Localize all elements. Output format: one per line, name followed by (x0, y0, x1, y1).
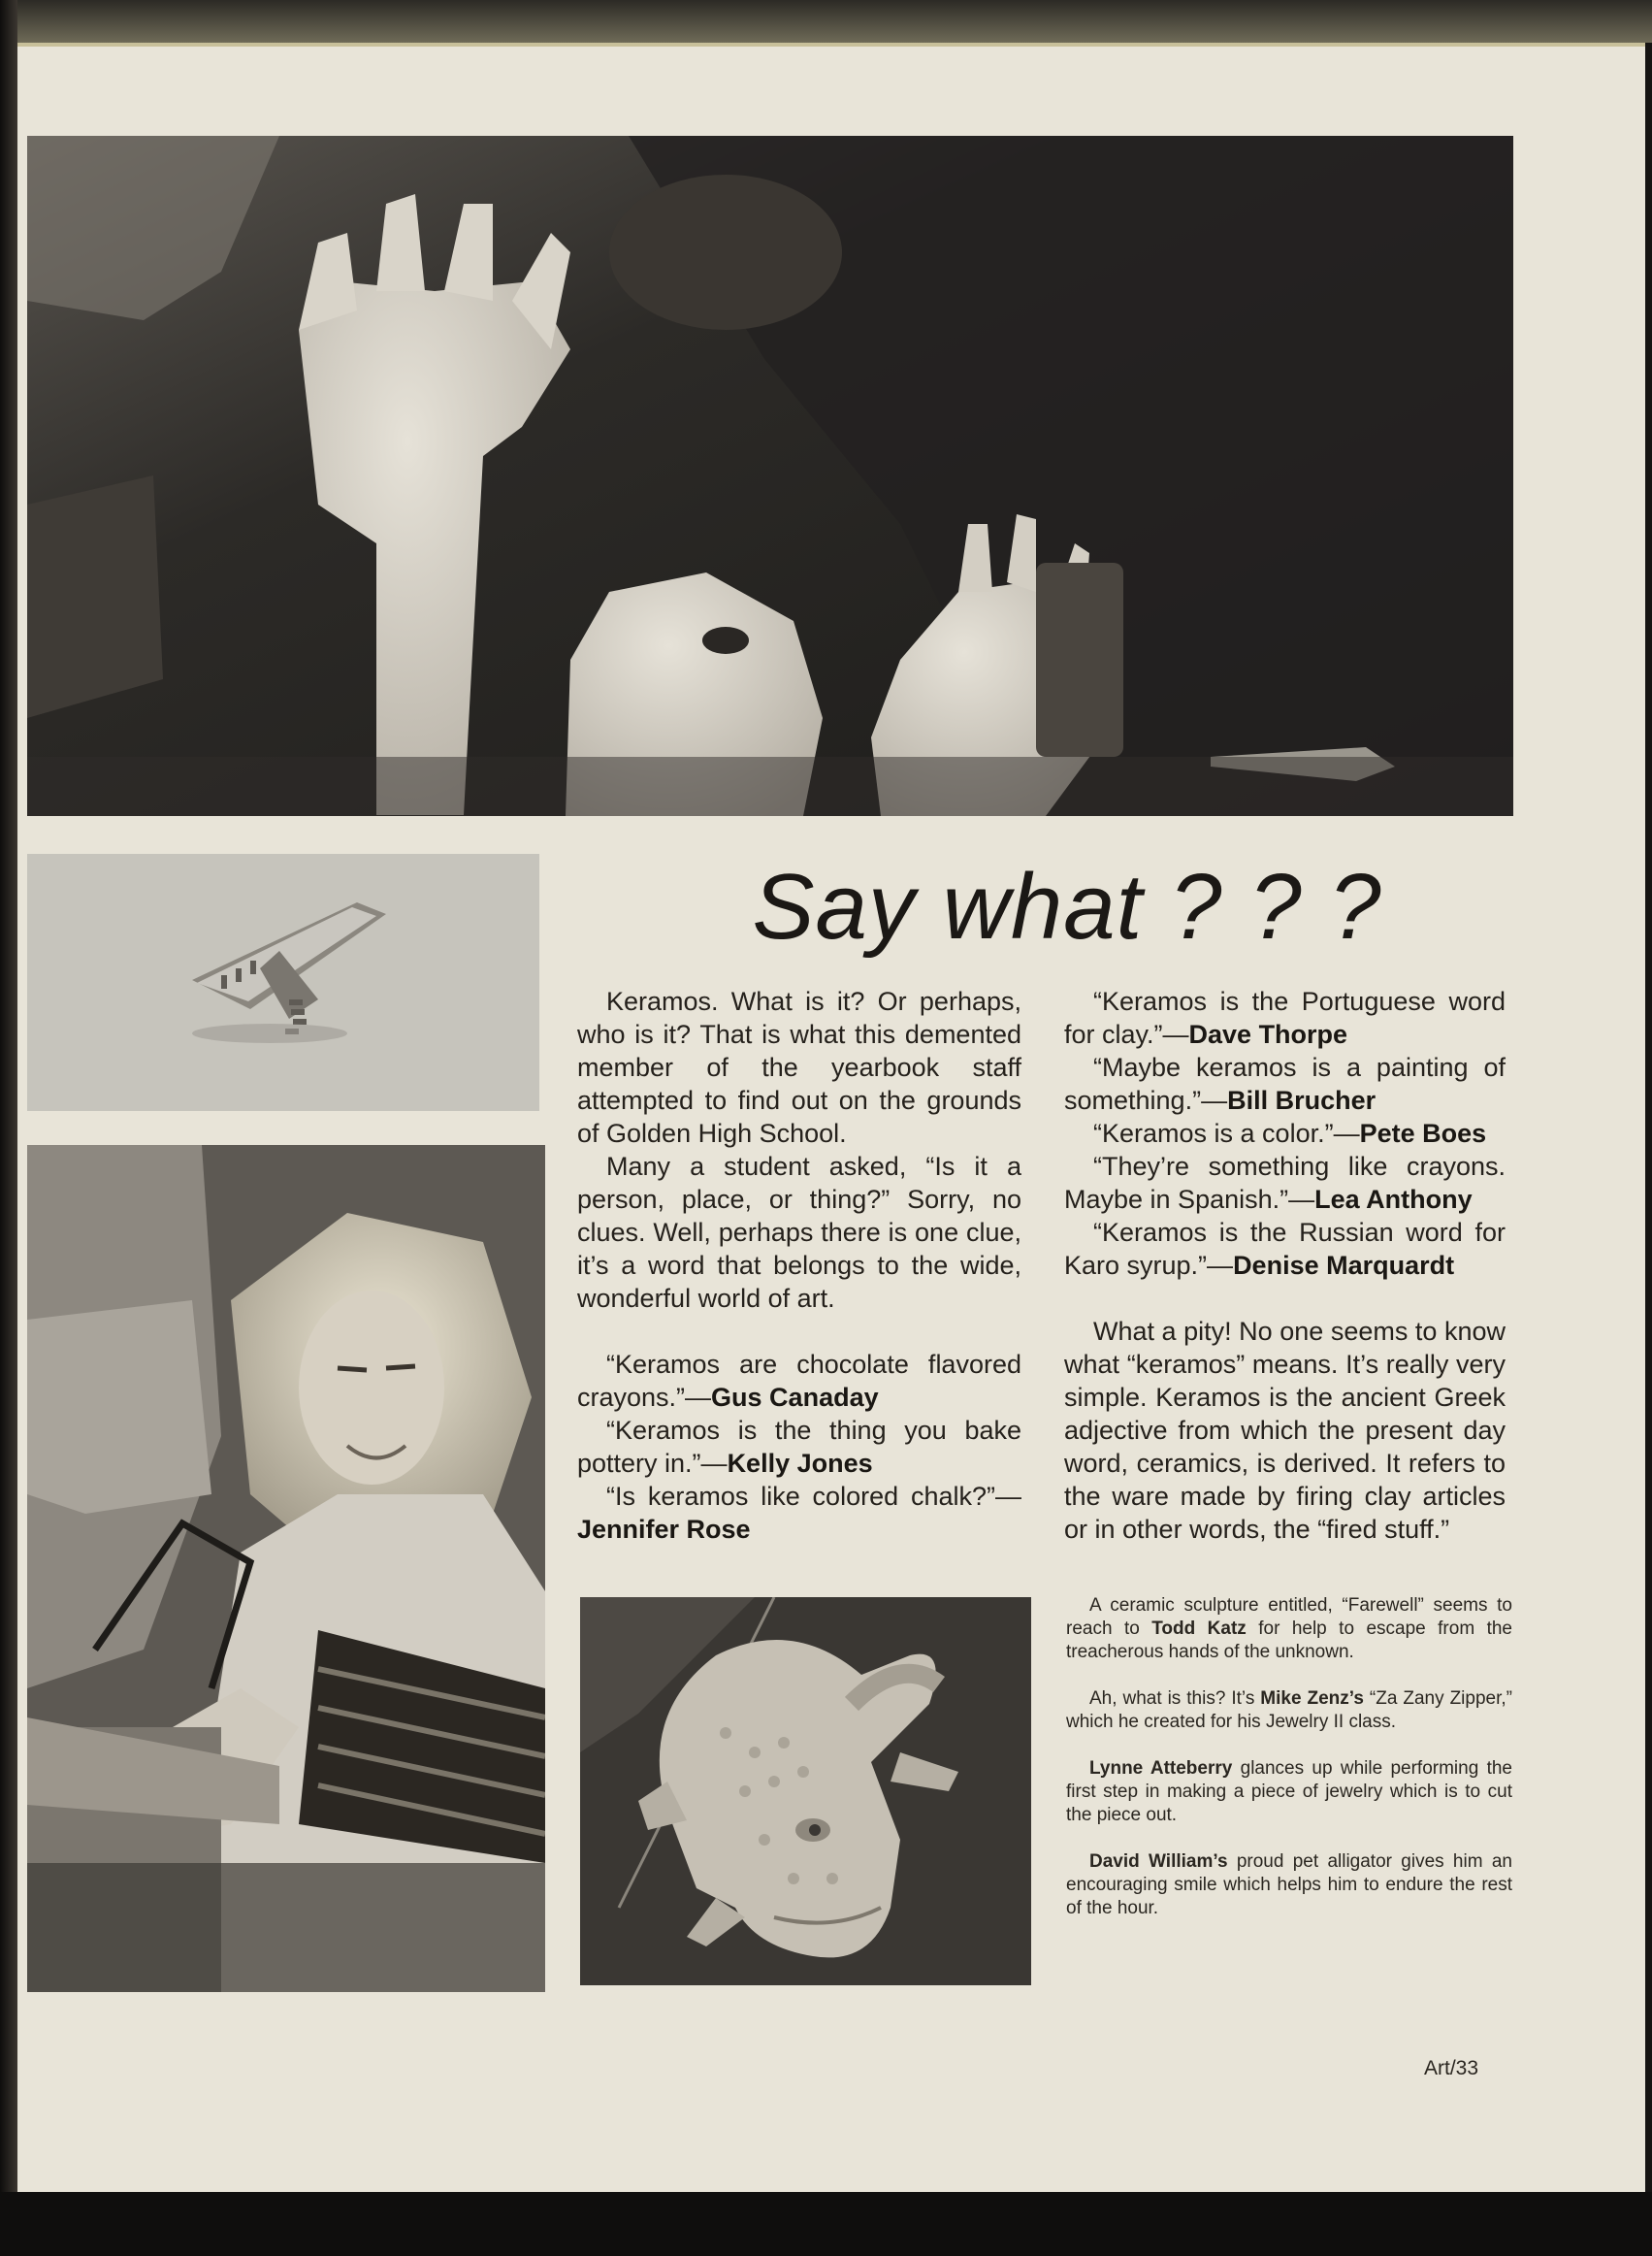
intro-paragraph: Many a student asked, “Is it a person, place, or thing?” Sorry, no clues. Well, perhaps there is one clue, it’s a word that belongs to the wide, wonderful world of art. (577, 1152, 1021, 1313)
right-column (1064, 985, 1506, 1546)
bottom-edge (0, 2192, 1652, 2256)
photo-captions (1066, 1594, 1512, 1944)
jewelry-student-photo (27, 1145, 545, 1992)
zipper-photo (27, 854, 539, 1111)
top-edge (0, 0, 1652, 43)
page-number: Art/33 (1424, 2057, 1479, 2079)
intro-paragraph: Keramos. What is it? Or perhaps, who is it? That is what this demented member of the yearbook staff attempted to find out on the grounds of Golden High School. (577, 987, 1021, 1148)
quote: “Keramos is the Portuguese word for clay.”—Dave Thorpe (1064, 987, 1506, 1049)
quote: “They’re something like crayons. Maybe in Spanish.”—Lea Anthony (1064, 1152, 1506, 1214)
caption: David William’s proud pet alligator gives him an encouraging smile which helps him to endure the rest of the hour. (1066, 1851, 1512, 1918)
quote: “Keramos is a color.”—Pete Boes (1093, 1119, 1487, 1148)
alligator-photo (580, 1597, 1031, 1985)
quote: “Maybe keramos is a painting of something.”—Bill Brucher (1064, 1053, 1506, 1115)
conclusion-paragraph: What a pity! No one seems to know what “keramos” means. It’s really very simple. Keramos is the ancient Greek adjective from which the present day word, ceramics, is derived. It refers to the ware made by firing clay articles or in other words, the “fired stuff.” (1064, 1317, 1506, 1544)
left-column (577, 985, 1021, 1546)
binding-shadow (0, 0, 17, 2256)
headline: Say what ? ? ? (752, 855, 1382, 959)
caption: Lynne Atteberry glances up while performing the first step in making a piece of jewelry which is to cut the piece out. (1066, 1758, 1513, 1825)
caption: A ceramic sculpture entitled, “Farewell” seems to reach to Todd Katz for help to escape from the treacherous hands of the unknown. (1066, 1595, 1512, 1662)
caption: Ah, what is this? It’s Mike Zenz’s “Za Zany Zipper,” which he created for his Jewelry II class. (1066, 1688, 1512, 1732)
quote: “Keramos is the thing you bake pottery in.”—Kelly Jones (577, 1416, 1021, 1478)
quote: “Is keramos like colored chalk?”—Jennifer Rose (577, 1482, 1021, 1544)
sculpture-photo (27, 136, 1513, 816)
quote: “Keramos is the Russian word for Karo syrup.”—Denise Marquardt (1064, 1218, 1506, 1280)
quote: “Keramos are chocolate flavored crayons.”—Gus Canaday (577, 1350, 1021, 1412)
